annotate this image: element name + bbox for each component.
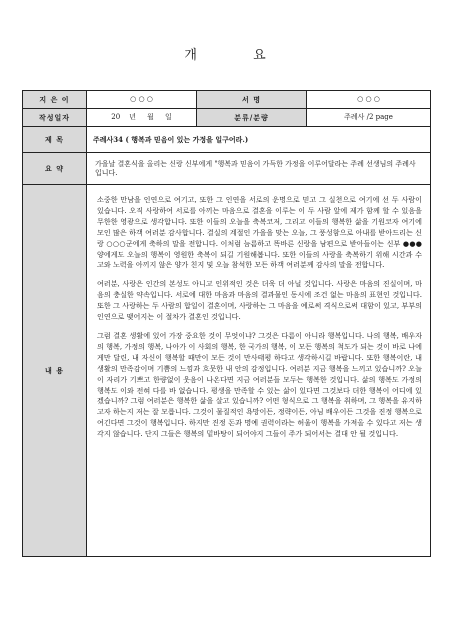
- content-row: [23, 185, 431, 557]
- content-label: 내 용: [23, 185, 87, 557]
- subject-label: 제 목: [23, 127, 87, 153]
- subject-row: [23, 127, 431, 153]
- content-paragraph: 소중한 만남을 인연으로 여기고, 또한 그 인연을 서로의 운명으로 믿고 그 실천으로 여기에 선 두 사람이 있습니다. 오직 사랑하여 서로를 아끼는 마음으로 결혼을 이루는 이 두 사람 앞에 제가 함께 할 수 있음을 무한한 영광으로 생각합니다. 또한 이들의 오늘을 축복코저, 그리고 이들의 행복한 삶을 기원코자 여기에 모인 많은 하객 여러분 감사합니다. 결실의 계절인 가을을 맞는 오늘, 그 풍성함으로 아내를 받아드리는 신랑 ○○○군에게 축하의 말을 전합니다. 이처럼 늠름하고 똑바른 신랑을 남편으로 받아들이는 신부 ●●●양에게도 오늘의 행복이 영원한 축복이 되길 기원해봅니다. 또한 이들의 사랑을 축복하기 위해 시간과 수고와 노력을 아끼지 않은 양가 친지 및 오늘 참석한 모든 하객 여러분께 감사의 말을 전합니다.: [97, 195, 422, 270]
- content-paragraph: 그럼 결혼 생활에 있어 가장 중요한 것이 무엇이냐? 그것은 다름이 아니라 행복입니다. 나의 행복, 배우자의 행복, 가정의 행복, 나아가 이 사회의 행복, 한 국가의 행복, 이 모든 행복의 척도가 되는 것이 바로 나에게만 달린, 내 자신이 행복할 때만이 모든 것이 만사태평 하다고 생각하시길 바랍니다. 또한 행복이란, 내 생활의 만족감이며 기쁨의 느낌과 흐뭇한 내 안의 감정입니다. 여러분 지금 행복을 느끼고 있습니까? 오늘 이 자리가 기쁘고 한량없이 웃음이 나온다면 지금 여러분들 모두는 행복한 것입니다. 삶의 행복도 가정의 행복도 이와 전혀 다를 바 없습니다. 평생을 만족할 수 있는 삶이 있다면 그것보다 더한 행복이 어디에 있겠습니까? 그럼 여러분은 행복한 삶을 살고 있습니까? 어떤 형식으로 그 행복을 취하며, 그 행복을 유지하고자 하는지 저는 잘 모릅니다. 그것이 물질적인 욕망이든, 정략이든, 아님 배우이든 그것을 진정 행복으로 여긴다면 그것이 행복입니다. 하지만 진정 돈과 명예 권력이라는 허울이 행복을 가져올 수 있다고 저는 생각지 않습니다. 단지 그들은 행복의 밑바탕이 되어야지 그들이 주가 되어서는 결대 안 될 것입니다.: [97, 330, 422, 439]
- date-label: 작성일자: [23, 109, 87, 127]
- document-title: 개 요: [184, 48, 292, 63]
- author-row: [23, 91, 431, 109]
- summary-value: 가을날 결혼식을 올리는 신랑 신부에게 "행복과 믿음이 가득한 가정을 이루어달라는 주례 선생님의 주례사입니다.: [87, 153, 431, 185]
- date-row: [23, 109, 431, 127]
- office-value: ○ ○ ○: [307, 91, 431, 109]
- summary-label: 요 약: [23, 153, 87, 185]
- date-value: [87, 109, 197, 127]
- date-year-unit: 년: [129, 113, 136, 121]
- date-month-unit: 월: [147, 113, 154, 121]
- author-label: 지 은 이: [23, 91, 87, 109]
- date-day-unit: 일: [164, 113, 172, 121]
- category-label: 분류/분량: [197, 109, 307, 127]
- date-year: 20: [111, 113, 121, 121]
- office-label: 서 명: [197, 91, 307, 109]
- content-paragraph: 여러분, 사랑은 인간의 본성도 아니고 인위적인 것은 더욱 더 아닐 것입니다. 사랑은 마음의 진실이며, 마음의 충실한 약속입니다. 서로에 대한 마음과 마음의 결과물인 동시에 조건 없는 마음의 표현인 것입니다. 또한 그 사랑하는 두 사람의 합일이 결혼이며, 사랑하는 그 마음을 예로써 격식으로써 대함이 있고, 부부의 인연으로 맺어지는 이 절차가 결혼인 것입니다.: [97, 279, 422, 322]
- summary-form-table: [22, 90, 431, 557]
- author-value: ○ ○ ○: [87, 91, 197, 109]
- subject-value: 주례사34 ( 행복과 믿음이 있는 가정을 일구어라.): [87, 127, 431, 153]
- content-body: [87, 185, 431, 557]
- category-value: 주례사 /2 page: [307, 109, 431, 127]
- summary-row: [23, 153, 431, 185]
